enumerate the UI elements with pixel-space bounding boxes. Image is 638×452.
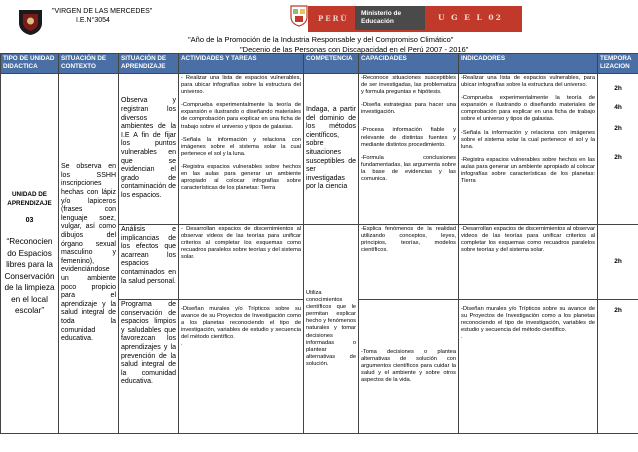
header-competence: COMPETENCIA	[304, 54, 359, 74]
activities-cell	[179, 74, 304, 225]
hours-value: 2h	[614, 125, 622, 133]
hours-value: 2h	[614, 307, 622, 314]
capacity-item: -Toma decisiones o plantea alternativas de solución con argumentos científicos para cuidar la salud y el ambiente y sobre otros aspectos de la vida.	[361, 348, 456, 384]
hours-value: 4h	[614, 104, 622, 112]
capacity-item: -Procesa información fiable y relevante de distintas fuentes y mediante distintos procedimiento.	[361, 127, 456, 148]
timing-cell	[598, 74, 638, 225]
header-activities: ACTIVIDADES Y TAREAS	[179, 54, 304, 74]
header-timing: TEMPORA LIZACION	[598, 54, 638, 74]
year-title: "Año de la Promoción de la Industria Responsable y del Compromiso Climático"	[188, 35, 454, 44]
ministry-banner	[308, 6, 522, 32]
activities-cell	[179, 225, 304, 300]
peru-shield-icon	[290, 5, 308, 27]
indicator-item: -Desarrollan espacios de discernimientos al observar videos de las teorías para unificar criterios al completar los esquemas como recuadros paralelos sobre teorías y del sistema solar.	[461, 226, 595, 254]
decade-title: "Decenio de las Personas con Discapacidad en el Perú 2007 - 2016"	[240, 45, 469, 54]
situation-text: Programa de conservación de espacios limpios y saludables que favorezcan los aprendizajes y la prevención de la salud integral de la comunidad educativa.	[121, 301, 176, 386]
header-indicators: INDICADORES	[459, 54, 598, 74]
indicator-item: -Señala la información y relaciona con imágenes sobre el sistema solar la cual pertenece el sol y la luna.	[461, 129, 595, 150]
table-header-row	[1, 54, 638, 74]
indicators-cell	[459, 74, 598, 225]
indicators-end: .	[461, 334, 463, 341]
indicator-item: -Comprueba experimentalmente la teoría de expansión e ilustrando o diseñando materiales de comprobación para explicar en una ficha de trabajo sobre el universo y tipos de galaxias.	[461, 95, 595, 123]
indicator-item: -Diseñan murales y/o Trípticos sobre su avance de su Proyectos de Investigación como a los planetas reconociendo el tipo de investigación, variables de estudio y secuencia del método científico.	[461, 306, 595, 334]
header-unit-type: TIPO DE UNIDAD DIDACTICA	[1, 54, 59, 74]
header-context: SITUACIÓN DE CONTEXTO	[59, 54, 119, 74]
capacities-cell	[359, 74, 459, 225]
timing-cell	[598, 225, 638, 300]
unit-number: 03	[25, 217, 34, 225]
capacity-item: -Explica fenómenos de la realidad utilizando conceptos, leyes, principios, teorías, modelos científicos.	[361, 226, 456, 254]
capacities-cell	[359, 300, 459, 434]
unit-cell	[1, 74, 59, 434]
table-row	[1, 74, 638, 225]
context-text: Se observa en los SSHH inscripciones hechas con lápiz y/o lapiceros (frases con lenguaje soez, vulgar, así como dibujos del órgano sexual masculino y femenino), evidenciándose un ambiente poco propicio para el aprendizaje y la salud integral de toda la comunidad educativa.	[61, 163, 116, 343]
activities-cell	[179, 300, 304, 434]
capacity-item: -Reconoce situaciones susceptibles de ser investigadas, las problematiza y formula preguntas e hipótesis.	[361, 75, 456, 96]
activities-end: .	[181, 341, 183, 348]
situation-cell	[119, 300, 179, 434]
situation-text: Observa y registran los diversos ambientes de la I.E A fin de fijar los puntos vulnerables en que se evidencian el grado de contaminación de los espacios.	[121, 97, 176, 199]
header-capacities: CAPACIDADES	[359, 54, 459, 74]
activity-item: -Registra espacios vulnerables sobre hechos en las aulas para generar un ambiente apropiado al colocar infografías sobre características de los planetas: Tierra	[181, 163, 301, 192]
banner-ministry: Ministerio de Educación	[355, 6, 425, 30]
context-cell	[59, 74, 119, 434]
capacity-item: -Diseña estrategias para hacer una investigación.	[361, 102, 456, 116]
unit-title: “Reconocien do Espacios libres para la Conservación de la limpieza en el local escolar”	[4, 237, 55, 316]
timing-cell	[598, 300, 638, 434]
banner-ugel: U G E L 02	[438, 13, 503, 22]
indicators-cell	[459, 300, 598, 434]
school-name-line2: I.E.N°3054	[76, 17, 110, 24]
hours-value: 2h	[614, 154, 622, 162]
activity-item: - Realizar una lista de espacios vulnerables, para ubicar infografías sobre la estructura del universo.	[181, 75, 301, 96]
header-situation: SITUACIÓN DE APRENDIZAJE	[119, 54, 179, 74]
competence-cell	[304, 74, 359, 225]
situation-text: Análisis e implicancias de los efectos que acarrean los espacios contaminados en la salud personal.	[121, 226, 176, 285]
activity-item: -Comprueba experimentalmente la teoría de expansión e ilustrando o diseñando materiales de comprobación para explicar en una ficha de trabajo sobre el universo y tipos de galaxias.	[181, 102, 301, 130]
activity-item: - Desarrollan espacios de discernimientos al observar videos de las teorías para unificar criterios al completar los esquemas como recuadros paralelos sobre teorías y del sistema solar.	[181, 226, 301, 261]
unit-label: UNIDAD DE APRENDIZAJE	[7, 191, 52, 208]
situation-cell	[119, 74, 179, 225]
capacity-item: -Formula conclusiones fundamentadas, las argumenta sobre la base de evidencias y las comunica.	[361, 154, 456, 183]
school-crest-icon	[17, 8, 44, 36]
indicator-item: -Realizar una lista de espacios vulnerables, para ubicar infografías sobre la estructura del universo.	[461, 75, 595, 89]
hours-value: 2h	[614, 258, 622, 266]
activity-item: -Diseñan murales y/o Trípticos sobre su avance de su Proyectos de Investigación como a los planetas reconociendo el tipo de investigación, variables de estudio y secuencia del método científico.	[181, 306, 301, 341]
school-name	[52, 7, 172, 25]
banner-peru: PERÚ	[318, 14, 349, 23]
indicators-cell	[459, 225, 598, 300]
competence-text: Utiliza conocimientos científicos que le permitan explicar hecho y fenómenos naturales y tomar decisiones informadas o plantear alternativas de solución.	[306, 289, 356, 367]
capacities-cell	[359, 225, 459, 300]
competence-text: Indaga, a partir del dominio de los métodos científicos, sobre situaciones susceptibles de ser investigadas por la ciencia	[306, 106, 356, 191]
indicator-item: -Registra espacios vulnerables sobre hechos en las aulas para generar un ambiente apropiado al colocar infografías sobre características de los planetas: Tierra	[461, 156, 595, 185]
school-name-line1: "VIRGEN DE LAS MERCEDES"	[52, 8, 153, 15]
hours-value: 2h	[614, 85, 622, 92]
competence-cell	[304, 225, 359, 434]
learning-unit-table	[0, 53, 638, 434]
situation-cell	[119, 225, 179, 300]
activity-item: -Señala la información y relaciona con imágenes sobre el sistema solar la cual pertenece el sol y la luna.	[181, 136, 301, 157]
